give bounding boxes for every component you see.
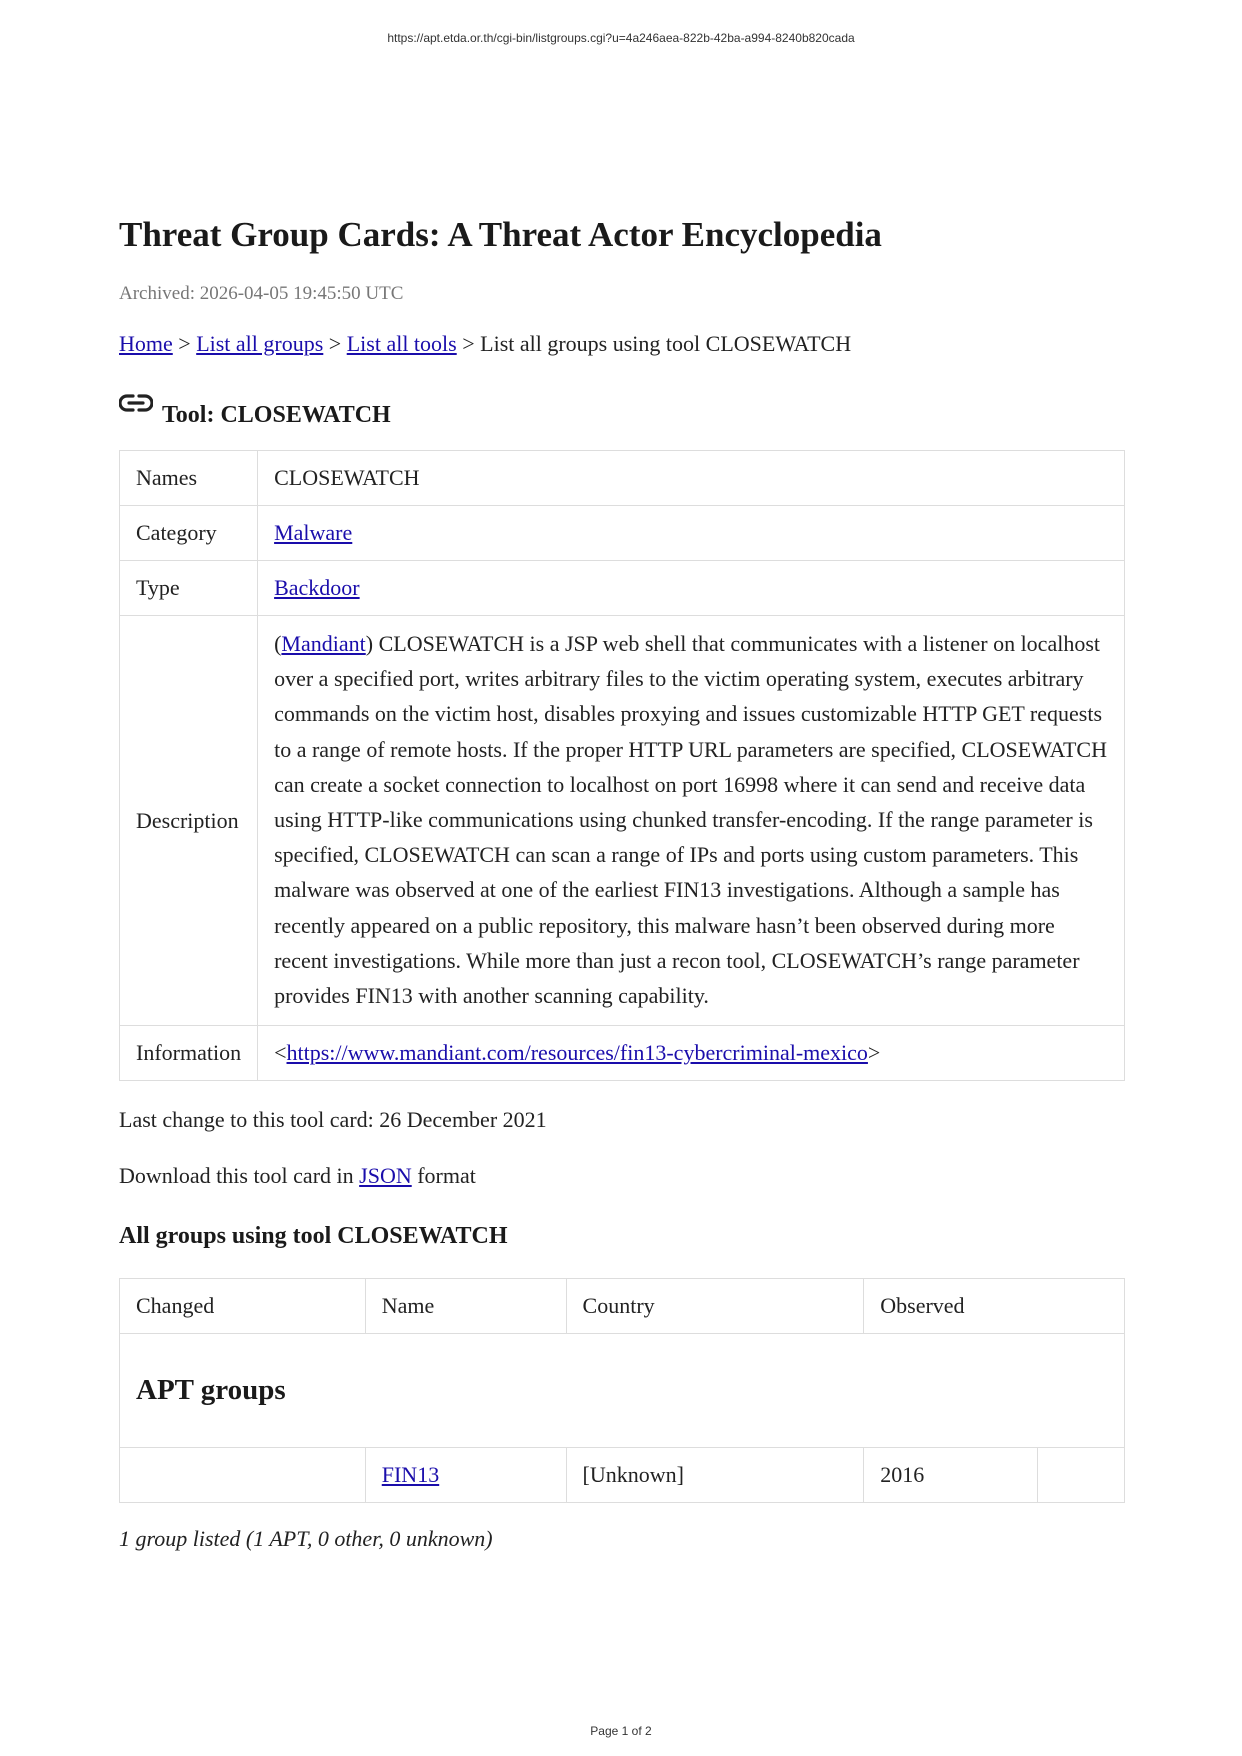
type-label: Type — [120, 561, 258, 616]
column-header-observed: Observed — [864, 1279, 1125, 1334]
groups-heading: All groups using tool CLOSEWATCH — [119, 1223, 508, 1250]
table-row — [120, 506, 1125, 561]
names-label: Names — [120, 451, 258, 506]
page-url: https://apt.etda.or.th/cgi-bin/listgroups.cgi?u=4a246aea-822b-42ba-a994-8240b820cada — [387, 31, 855, 45]
column-header-country: Country — [566, 1279, 864, 1334]
table-row — [120, 451, 1125, 506]
names-value: CLOSEWATCH — [258, 451, 1125, 506]
breadcrumb-separator: > — [456, 331, 481, 356]
category-label: Category — [120, 506, 258, 561]
group-link[interactable]: FIN13 — [381, 1462, 440, 1488]
type-link[interactable]: Backdoor — [274, 575, 360, 600]
table-header-row — [120, 1279, 1125, 1334]
breadcrumb-current: List all groups using tool CLOSEWATCH — [480, 331, 852, 356]
archived-timestamp: Archived: 2026-04-05 19:45:50 UTC — [119, 283, 404, 304]
breadcrumb-list-tools-link[interactable]: List all tools — [346, 331, 457, 356]
category-link[interactable]: Malware — [274, 520, 353, 545]
mandiant-source-link[interactable]: Mandiant — [281, 631, 366, 656]
information-open: < — [274, 1040, 287, 1066]
table-row — [120, 616, 1125, 1026]
json-download-link[interactable]: JSON — [359, 1163, 412, 1189]
breadcrumb — [119, 329, 1124, 359]
download-line — [119, 1161, 1124, 1191]
category-cell — [258, 506, 1125, 561]
page-title: Threat Group Cards: A Threat Actor Encyclopedia — [119, 215, 882, 254]
download-prefix: Download this tool card in — [119, 1163, 360, 1189]
extra-cell — [1038, 1448, 1125, 1503]
information-cell — [258, 1026, 1125, 1081]
tool-heading — [119, 387, 1124, 431]
information-label: Information — [120, 1026, 258, 1081]
observed-cell: 2016 — [864, 1448, 1038, 1503]
name-cell — [365, 1448, 566, 1503]
changed-cell — [120, 1448, 366, 1503]
information-link[interactable]: https://www.mandiant.com/resources/fin13-cybercriminal-mexico — [286, 1040, 868, 1066]
link-icon — [119, 387, 155, 431]
section-cell — [120, 1334, 1125, 1448]
description-paren: ( — [274, 631, 282, 656]
tool-info-table — [119, 450, 1125, 1081]
section-row — [120, 1334, 1125, 1448]
breadcrumb-list-groups-link[interactable]: List all groups — [196, 331, 324, 356]
download-suffix: format — [411, 1163, 476, 1189]
section-title: APT groups — [136, 1374, 286, 1407]
last-change: Last change to this tool card: 26 December 2021 — [119, 1107, 547, 1133]
table-row — [120, 1026, 1125, 1081]
type-cell — [258, 561, 1125, 616]
main-content — [119, 210, 1124, 1554]
table-row — [120, 1448, 1125, 1503]
description-text: ) CLOSEWATCH is a JSP web shell that communicates with a listener on localhost over a specified port, writes arbitrary files to the victim operating system, executes arbitrary commands on the victim host, disables proxying and issues customizable HTTP GET requests to a range of remote hosts. If the proper HTTP URL parameters are specified, CLOSEWATCH can create a socket connection to localhost on port 16998 where it can send and receive data using HTTP-like communications using chunked transfer-encoding. If the range parameter is specified, CLOSEWATCH can scan a range of IPs and ports using custom parameters. This malware was observed at one of the earliest FIN13 investigations. Although a sample has recently appeared on a public repository, this malware hasn’t been observed during more recent investigations. While more than just a recon tool, CLOSEWATCH’s range parameter provides FIN13 with another scanning capability. — [274, 631, 1107, 1009]
groups-table — [119, 1278, 1125, 1503]
column-header-name: Name — [365, 1279, 566, 1334]
breadcrumb-home-link[interactable]: Home — [119, 331, 173, 356]
description-label: Description — [120, 616, 258, 1026]
country-cell: [Unknown] — [566, 1448, 864, 1503]
tool-title: Tool: CLOSEWATCH — [162, 402, 391, 428]
table-row — [120, 561, 1125, 616]
groups-summary: 1 group listed (1 APT, 0 other, 0 unknown) — [119, 1526, 493, 1552]
page-footer: Page 1 of 2 — [590, 1724, 652, 1738]
description-cell — [258, 616, 1125, 1026]
breadcrumb-separator: > — [172, 331, 197, 356]
column-header-changed: Changed — [120, 1279, 366, 1334]
information-close: > — [867, 1040, 881, 1066]
breadcrumb-separator: > — [323, 331, 347, 356]
